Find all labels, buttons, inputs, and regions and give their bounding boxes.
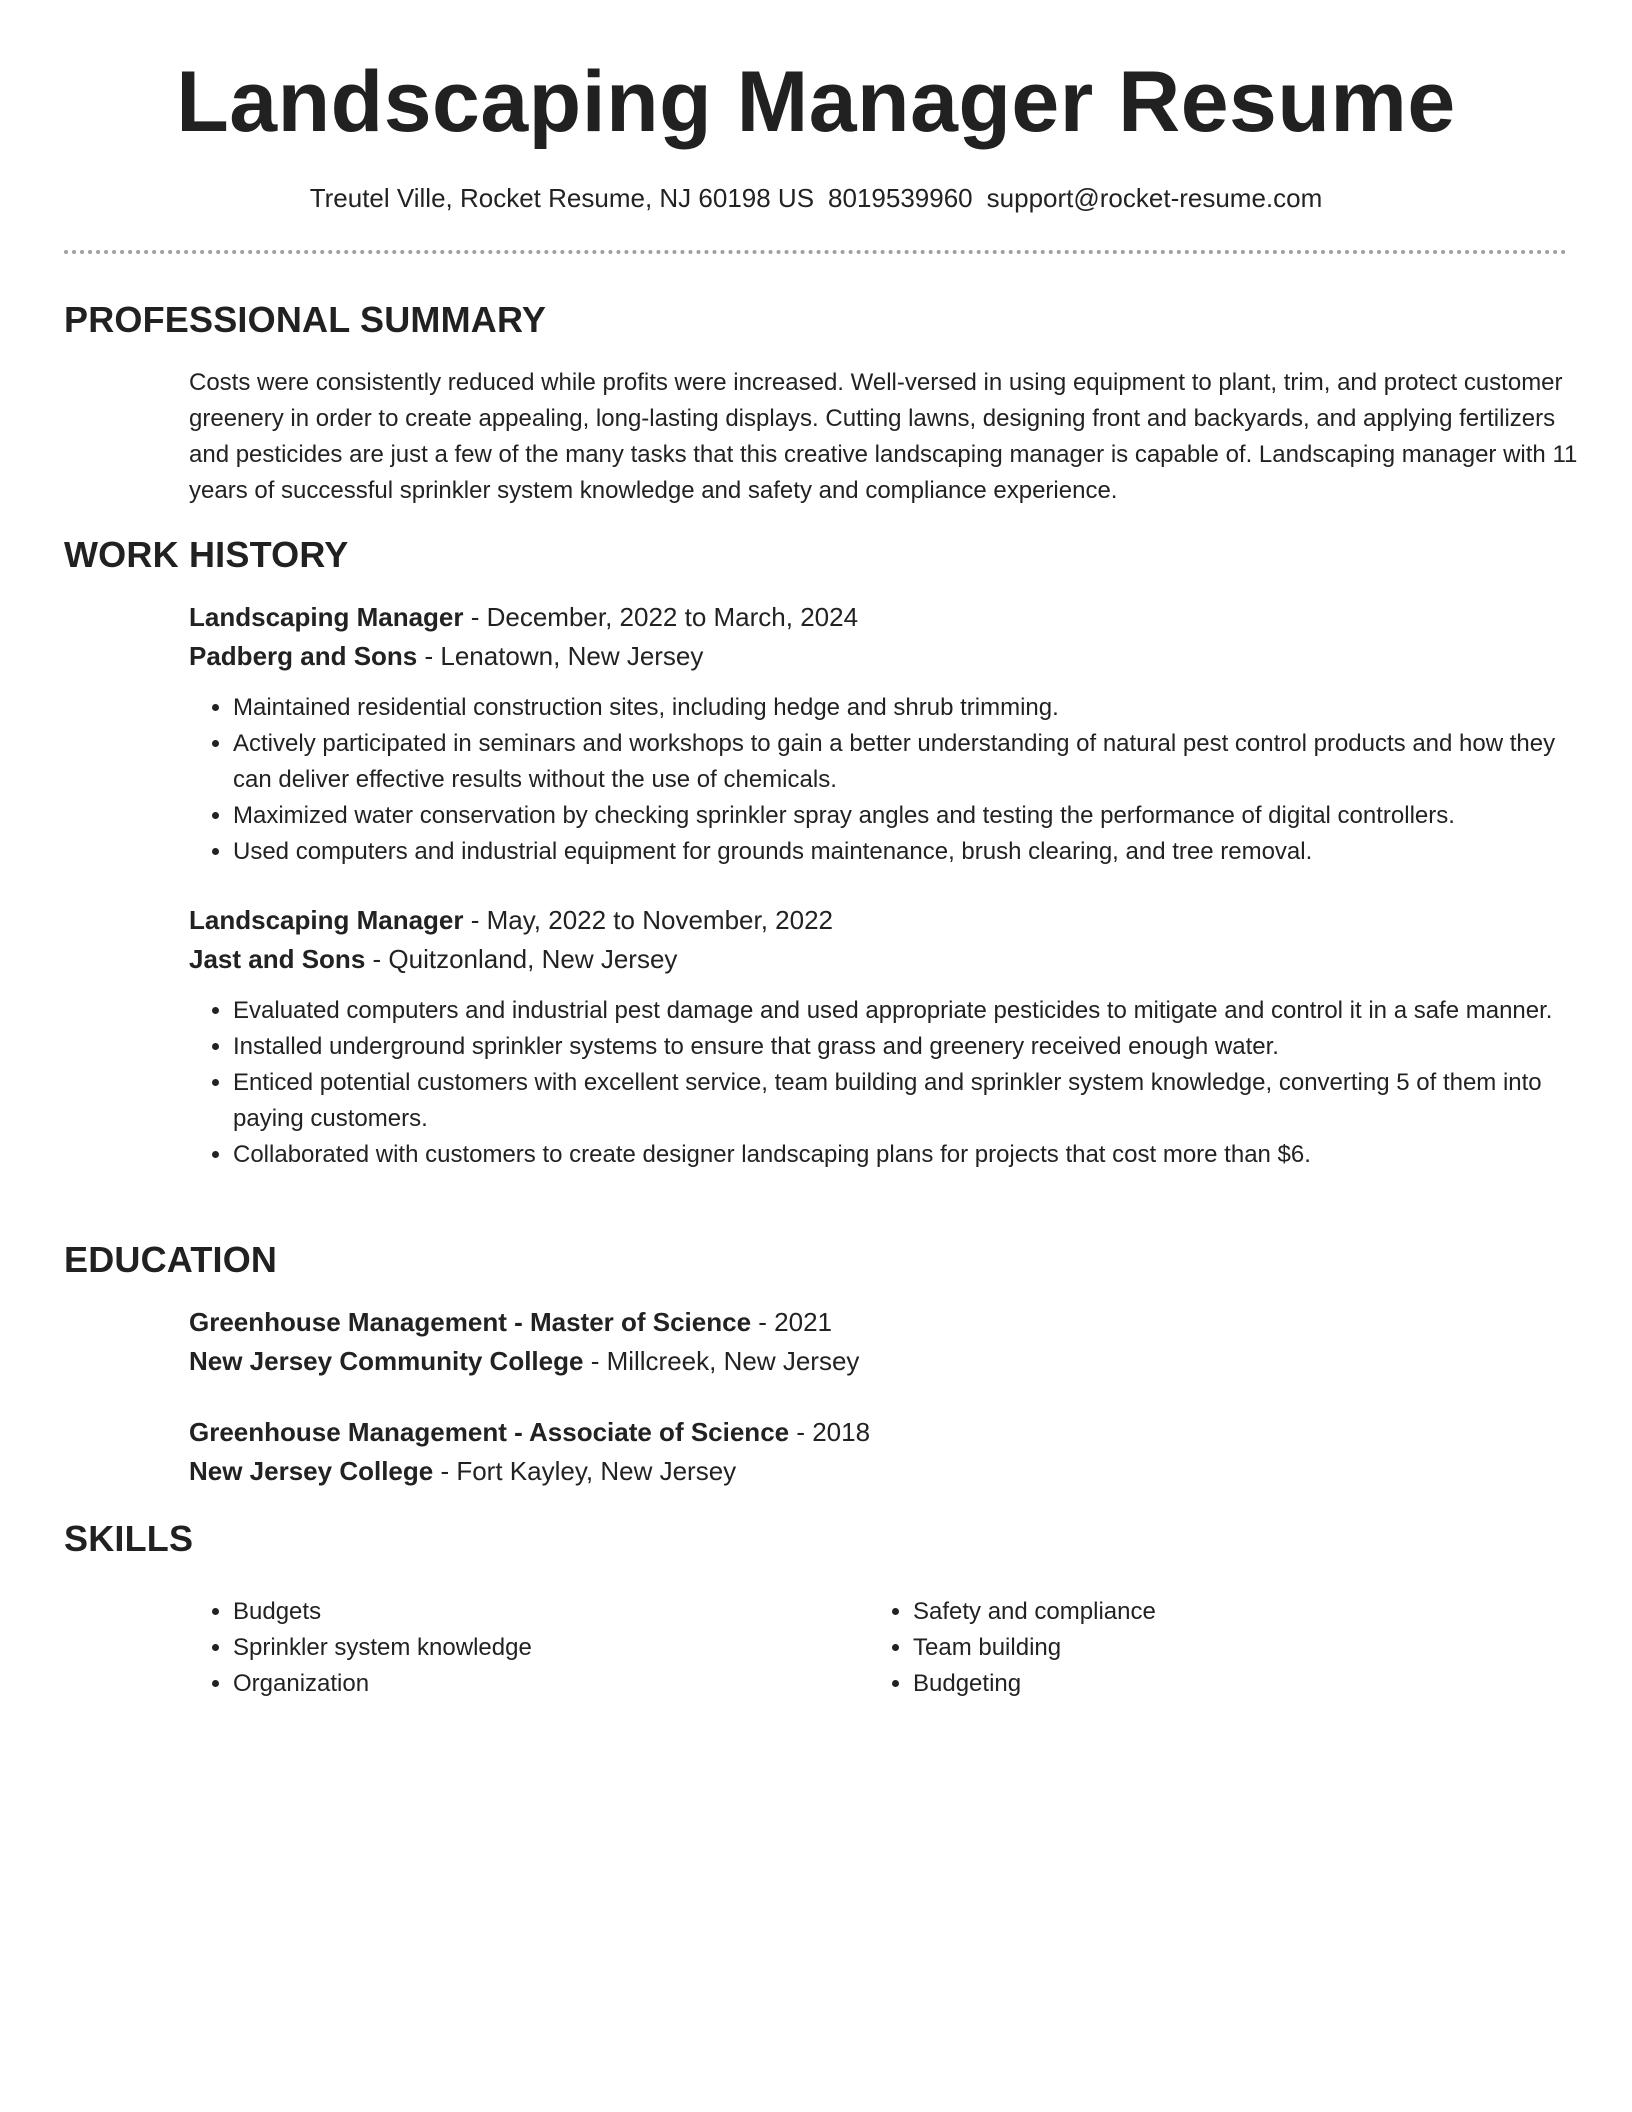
skill-item: • Budgeting: [913, 1666, 1513, 1702]
skill-item: • Safety and compliance: [913, 1594, 1513, 1630]
section-title-summary: PROFESSIONAL SUMMARY: [64, 299, 547, 340]
education-entry: [189, 1413, 1569, 1491]
list-item: • Maintained residential construction sites, including hedge and shrub trimming.: [233, 690, 1569, 726]
job-bullets: [189, 993, 1569, 1173]
summary-text: Costs were consistently reduced while profits were increased. Well-versed in using equipment to plant, trim, and protect customer greenery in order to create appealing, long-lasting displays. Cutting lawns, designing front and backyards, and applying fertilizers and pesticides are just a few of the many tasks that this creative landscaping manager is capable of. Landscaping manager with 11 years of successful sprinkler system knowledge and safety and compliance experience.: [189, 369, 1578, 504]
list-item: • Used computers and industrial equipment for grounds maintenance, brush clearing, and tree removal.: [233, 834, 1569, 870]
school: New Jersey Community College: [189, 1346, 584, 1376]
school-location: - Fort Kayley, New Jersey: [433, 1456, 737, 1486]
job-location: - Quitzonland, New Jersey: [365, 944, 678, 974]
email[interactable]: support@rocket-resume.com: [986, 183, 1323, 213]
skills-column: [869, 1594, 1513, 1702]
job-dates: - December, 2022 to March, 2024: [463, 602, 859, 632]
degree-line: [189, 1413, 1569, 1452]
education-entry: [189, 1303, 1569, 1381]
job-company-line: [189, 940, 1569, 979]
job-title-line: [189, 901, 1569, 940]
degree-year: - 2018: [789, 1417, 871, 1447]
header-divider: [64, 250, 1567, 254]
job-title-line: [189, 598, 1569, 637]
job-bullets: [189, 690, 1569, 870]
job-entry: [189, 901, 1569, 1173]
list-item: • Evaluated computers and industrial pest damage and used appropriate pesticides to mitigate and control it in a safe manner.: [233, 993, 1569, 1029]
list-item: • Installed underground sprinkler systems to ensure that grass and greenery received enough water.: [233, 1029, 1569, 1065]
school-line: [189, 1342, 1569, 1381]
list-item: • Maximized water conservation by checking sprinkler spray angles and testing the performance of digital controllers.: [233, 798, 1569, 834]
degree: Greenhouse Management - Associate of Science: [189, 1417, 790, 1447]
degree-line: [189, 1303, 1569, 1342]
school-line: [189, 1452, 1569, 1491]
section-title-skills: SKILLS: [64, 1518, 194, 1559]
degree: Greenhouse Management - Master of Science: [189, 1307, 752, 1337]
address: Treutel Ville, Rocket Resume, NJ 60198 US: [309, 183, 815, 213]
job-company: Padberg and Sons: [189, 641, 418, 671]
phone: 8019539960: [828, 183, 973, 213]
skills-column: [189, 1594, 833, 1702]
job-company: Jast and Sons: [189, 944, 366, 974]
contact-line: [0, 180, 1632, 216]
job-company-line: [189, 637, 1569, 676]
degree-year: - 2021: [751, 1307, 832, 1337]
school: New Jersey College: [189, 1456, 434, 1486]
job-dates: - May, 2022 to November, 2022: [463, 905, 833, 935]
list-item: • Enticed potential customers with excellent service, team building and sprinkler system knowledge, converting 5 of them into paying customers.: [233, 1065, 1569, 1137]
page-title: Landscaping Manager Resume: [176, 54, 1456, 150]
job-location: - Lenatown, New Jersey: [417, 641, 704, 671]
section-title-work-history: WORK HISTORY: [64, 534, 349, 575]
list-item: • Collaborated with customers to create designer landscaping plans for projects that cost more than $6.: [233, 1137, 1569, 1173]
job-role: Landscaping Manager: [189, 905, 464, 935]
job-entry: [189, 598, 1569, 870]
skill-item: • Sprinkler system knowledge: [233, 1630, 833, 1666]
skill-item: • Team building: [913, 1630, 1513, 1666]
section-title-education: EDUCATION: [64, 1239, 278, 1280]
school-location: - Millcreek, New Jersey: [583, 1346, 860, 1376]
list-item: • Actively participated in seminars and workshops to gain a better understanding of natural pest control products and how they can deliver effective results without the use of chemicals.: [233, 726, 1569, 798]
skill-item: • Budgets: [233, 1594, 833, 1630]
job-role: Landscaping Manager: [189, 602, 464, 632]
skill-item: • Organization: [233, 1666, 833, 1702]
